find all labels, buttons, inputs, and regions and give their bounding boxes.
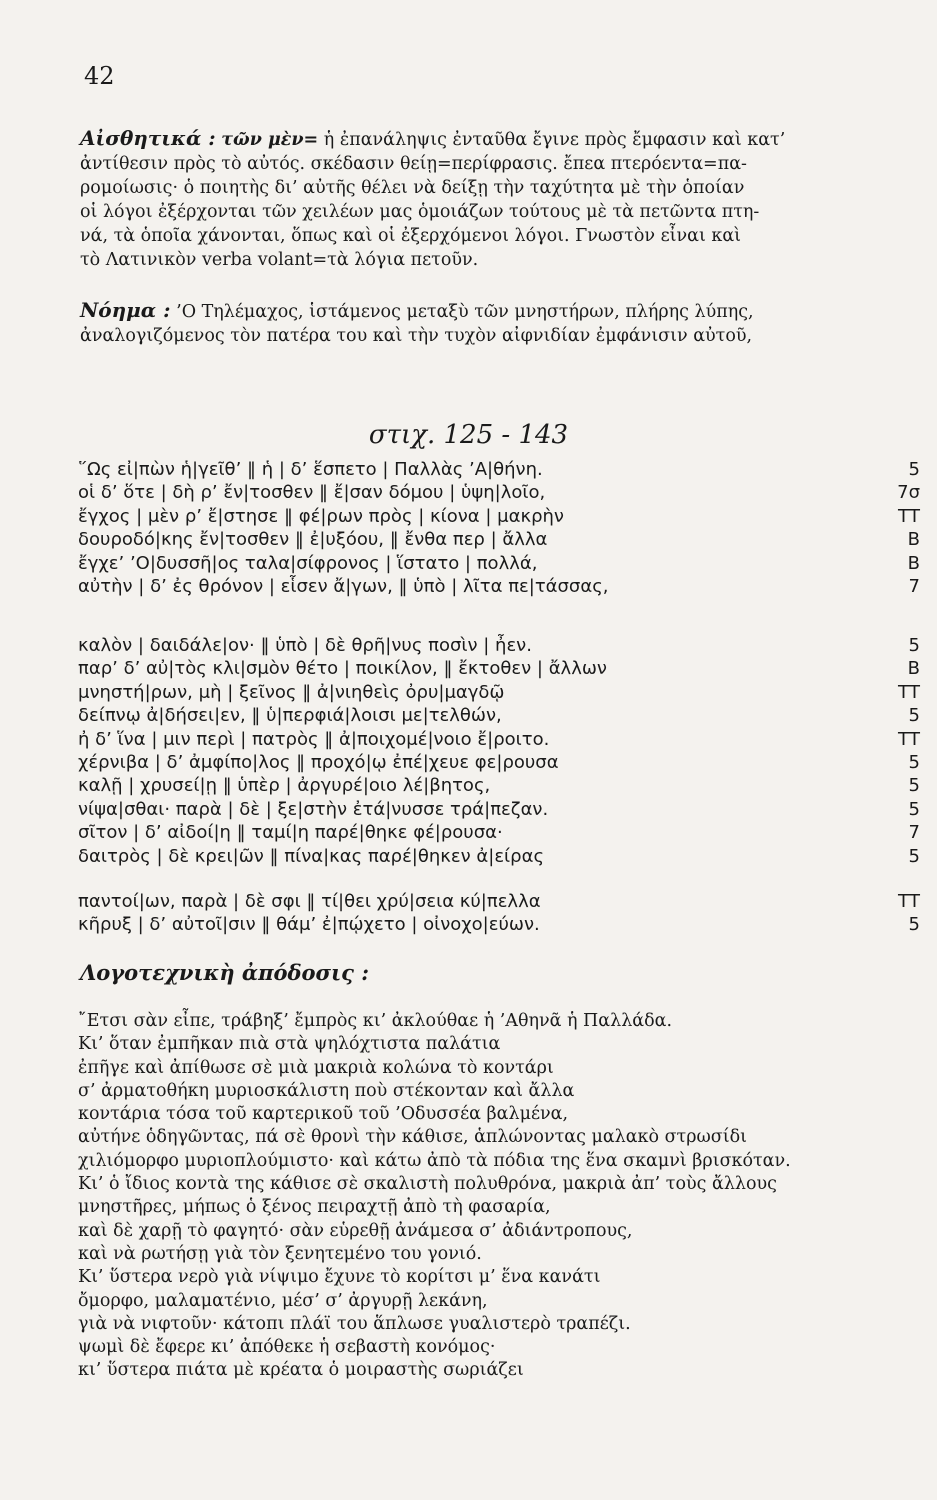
verse-meter-mark: ΤΤ <box>898 728 920 750</box>
verse-line <box>78 890 920 913</box>
verse-text: χέρνιβα | δ’ ἀμφίπο|λος ‖ προχό|ῳ ἐπέ|χευε φε|ρουσα <box>78 751 559 773</box>
verse-line <box>78 575 920 598</box>
verse-line <box>78 821 920 844</box>
verse-meter-mark: Β <box>907 552 920 574</box>
verse-text: ἔγχε’ ’Ο|δυσσῆ|ος ταλα|σίφρονος | ἵστατο | πολλά, <box>78 552 538 574</box>
verse-text: παντοί|ων, παρὰ | δὲ σφι ‖ τί|θει χρύ|σεια κύ|πελλα <box>78 891 541 912</box>
verse-line <box>78 751 920 774</box>
verse-text: παρ’ δ’ αὐ|τὸς κλι|σμὸν θέτο | ποικίλον, ‖ ἔκτοθεν | ἄλλων <box>78 658 607 680</box>
verse-meter-mark: 5 <box>908 635 920 656</box>
translation-line: χιλιόμορφο μυριοπλούμιστο· καὶ κάτω ἀπὸ τὰ πόδια της ἕνα σκαμνὶ βρισκόταν. <box>78 1150 791 1171</box>
verse-meter-mark: 5 <box>908 798 920 820</box>
translation-heading: Λογοτεχνικὴ ἀπόδοσις : <box>80 960 369 985</box>
translation-line: καὶ δὲ χαρῇ τὸ φαγητό· σὰν εὑρεθῇ ἀνάμεσα σ’ ἀδιάντροπους, <box>78 1220 633 1241</box>
verse-text: δαιτρὸς | δὲ κρει|ῶν ‖ πίνα|κας παρέ|θηκεν ἀ|είρας <box>78 845 545 867</box>
verse-meter-mark: Β <box>907 658 920 680</box>
verse-line <box>78 552 920 575</box>
meaning-line-0: Νόημα : ’Ο Τηλέμαχος, ἱστάμενος μεταξὺ τῶν μνηστήρων, πλήρης λύπης, <box>80 298 754 322</box>
verse-line <box>78 704 920 727</box>
aesthetics-line-0: Αἰσθητικά : τῶν μὲν= ἡ ἐπανάληψις ἐνταῦθα ἔγινε πρὸς ἔμφασιν καὶ κατ’ <box>80 126 786 150</box>
verse-text: καλὸν | δαιδάλε|ον· ‖ ὑπὸ | δὲ θρῆ|νυς ποσὶν | ἦεν. <box>78 635 532 656</box>
translation-line: ὄμορφο, μαλαματένιο, μέσ’ σ’ ἀργυρῇ λεκάνη, <box>78 1290 488 1311</box>
page-number: 42 <box>84 62 115 90</box>
verse-stanza-2 <box>78 634 920 868</box>
aesthetics-line-2: ρομοίωσις· ὁ ποιητὴς δι’ αὐτῆς θέλει νὰ δείξῃ τὴν ταχύτητα μὲ τὴν ὁποίαν <box>80 178 745 198</box>
verse-text: μνηστή|ρων, μὴ | ξεῖνος ‖ ἀ|νιηθεὶς ὀρυ|μαγδῷ <box>78 681 505 703</box>
verse-meter-mark: 7σ <box>897 482 920 504</box>
translation-line: σ’ ἀρματοθήκη μυριοσκάλιστη ποὺ στέκονταν καὶ ἄλλα <box>78 1080 575 1101</box>
translation-line: γιὰ νὰ νιφτοῦν· κάτοπι πλάϊ του ἅπλωσε γυαλιστερὸ τραπέζι. <box>78 1313 631 1334</box>
translation-line: Κι’ ὕστερα νερὸ γιὰ νίψιμο ἔχυνε τὸ κορίτσι μ’ ἕνα κανάτι <box>78 1267 601 1288</box>
translation-line: κοντάρια τόσα τοῦ καρτερικοῦ τοῦ ’Οδυσσέα βαλμένα, <box>78 1104 569 1125</box>
verse-line <box>78 845 920 868</box>
translation-line: ῎Ετσι σὰν εἶπε, τράβηξ’ ἔμπρὸς κι’ ἀκλούθαε ἡ ’Αθηνᾶ ἡ Παλλάδα. <box>78 1011 673 1031</box>
meaning-line-1: ἀναλογιζόμενος τὸν πατέρα του καὶ τὴν τυχὸν αἰφνιδίαν ἐμφάνισιν αὐτοῦ, <box>80 326 753 346</box>
meaning-section <box>80 298 892 348</box>
translation-line: κι’ ὕστερα πιάτα μὲ κρέατα ὁ μοιραστὴς σωριάζει <box>78 1360 524 1381</box>
verse-stanza-1 <box>78 458 920 598</box>
aesthetics-section <box>80 126 892 272</box>
verse-line <box>78 681 920 704</box>
verse-text: ἔγχος | μὲν ρ’ ἔ|στησε ‖ φέ|ρων πρὸς | κίονα | μακρὴν <box>78 505 564 527</box>
verse-line <box>78 458 920 481</box>
verse-text: δουροδό|κης ἔν|τοσθεν ‖ ἐ|υξόου, ‖ ἔνθα περ | ἄλλα <box>78 529 548 551</box>
verse-meter-mark: 7 <box>908 575 920 597</box>
aesthetics-label: Αἰσθητικά : <box>80 126 216 150</box>
verse-stanza-3 <box>78 890 920 937</box>
verse-meter-mark: ΤΤ <box>898 891 920 912</box>
verse-meter-mark: 5 <box>908 705 920 727</box>
translation-line: αὐτήνε ὁδηγῶντας, πά σὲ θρονὶ τὴν κάθισε, ἁπλώνοντας μαλακὸ στρωσίδι <box>78 1127 747 1148</box>
verse-text: ῞Ως εἰ|πὼν ἡ|γεῖθ’ ‖ ἡ | δ’ ἕσπετο | Παλλὰς ’Α|θήνη. <box>78 459 543 480</box>
verse-line <box>78 528 920 551</box>
verse-meter-mark: 5 <box>908 751 920 773</box>
translation-line: καὶ νὰ ρωτήσῃ γιὰ τὸν ξενητεμένο του γονιό. <box>78 1243 482 1264</box>
verse-line <box>78 798 920 821</box>
verse-line <box>78 913 920 936</box>
translation-line: ψωμὶ δὲ ἔφερε κι’ ἀπόθεκε ἡ σεβαστὴ κονόμος· <box>78 1337 496 1358</box>
verse-text: νίψα|σθαι· παρὰ | δὲ | ξε|στὴν ἐτά|νυσσε τρά|πεζαν. <box>78 798 549 820</box>
verse-text: οἱ δ’ ὅτε | δὴ ρ’ ἔν|τοσθεν ‖ ἔ|σαν δόμου | ὑψη|λοῖο, <box>78 482 546 504</box>
verse-line <box>78 657 920 680</box>
verse-meter-mark: ΤΤ <box>898 505 920 527</box>
aesthetics-line-5: τὸ Λατινικὸν verba volant=τὰ λόγια πετοῦν. <box>80 250 479 270</box>
verse-meter-mark: 5 <box>908 775 920 797</box>
aesthetics-line-4: νά, τὰ ὁποῖα χάνονται, ὅπως καὶ οἱ ἐξερχόμενοι λόγοι. Γνωστὸν εἶναι καὶ <box>80 226 742 246</box>
translation-line: Κι’ ὅταν ἐμπῆκαν πιὰ στὰ ψηλόχτιστα παλάτια <box>78 1034 501 1055</box>
translation-block <box>78 1010 937 1383</box>
verse-line <box>78 774 920 797</box>
verse-line <box>78 728 920 751</box>
verse-meter-mark: 5 <box>908 914 920 936</box>
verse-meter-mark: Β <box>907 529 920 551</box>
verse-text: δείπνῳ ἀ|δήσει|εν, ‖ ὑ|περφιά|λοισι με|τελθών, <box>78 705 502 727</box>
verse-text: ἠ δ’ ἵνα | μιν περὶ | πατρὸς ‖ ἀ|ποιχομέ|νοιο ἔ|ροιτο. <box>78 728 550 750</box>
meaning-label: Νόημα : <box>80 298 171 322</box>
verse-text: κῆρυξ | δ’ αὐτοῖ|σιν ‖ θάμ’ ἐ|πῴχετο | οἰνοχο|εύων. <box>78 914 540 936</box>
translation-line: μνηστῆρες, μήπως ὁ ξένος πειραχτῇ ἀπὸ τὴ φασαρία, <box>78 1197 551 1218</box>
aesthetics-line-1: ἀντίθεσιν πρὸς τὸ αὐτός. σκέδασιν θείῃ=περίφρασις. ἔπεα πτερόεντα=πα- <box>80 154 747 174</box>
verse-text: καλῇ | χρυσεί|ῃ ‖ ὑπὲρ | ἀργυρέ|οιο λέ|βητος, <box>78 775 491 797</box>
verse-heading: στιχ. 125 - 143 <box>368 420 569 450</box>
translation-line: ἐπῆγε καὶ ἀπίθωσε σὲ μιὰ μακριὰ κολώνα τὸ κοντάρι <box>78 1057 554 1078</box>
translation-line: Κι’ ὁ ἴδιος κοντὰ της κάθισε σὲ σκαλιστὴ πολυθρόνα, μακριὰ ἀπ’ τοὺς ἄλλους <box>78 1174 777 1195</box>
aesthetics-line-3: οἱ λόγοι ἐξέρχονται τῶν χειλέων μας ὁμοιάζων τούτους μὲ τὰ πετῶντα πτη- <box>80 202 760 222</box>
verse-line <box>78 505 920 528</box>
verse-meter-mark: 5 <box>908 845 920 867</box>
verse-line <box>78 481 920 504</box>
verse-text: αὐτὴν | δ’ ἐς θρόνον | εἷσεν ἄ|γων, ‖ ὑπὸ | λῖτα πε|τάσσας, <box>78 575 609 597</box>
verse-text: σῖτον | δ’ αἰδοί|η ‖ ταμί|η παρέ|θηκε φέ|ρουσα· <box>78 822 503 844</box>
verse-line <box>78 634 920 657</box>
verse-meter-mark: ΤΤ <box>898 681 920 703</box>
verse-meter-mark: 7 <box>908 822 920 844</box>
verse-meter-mark: 5 <box>908 459 920 480</box>
